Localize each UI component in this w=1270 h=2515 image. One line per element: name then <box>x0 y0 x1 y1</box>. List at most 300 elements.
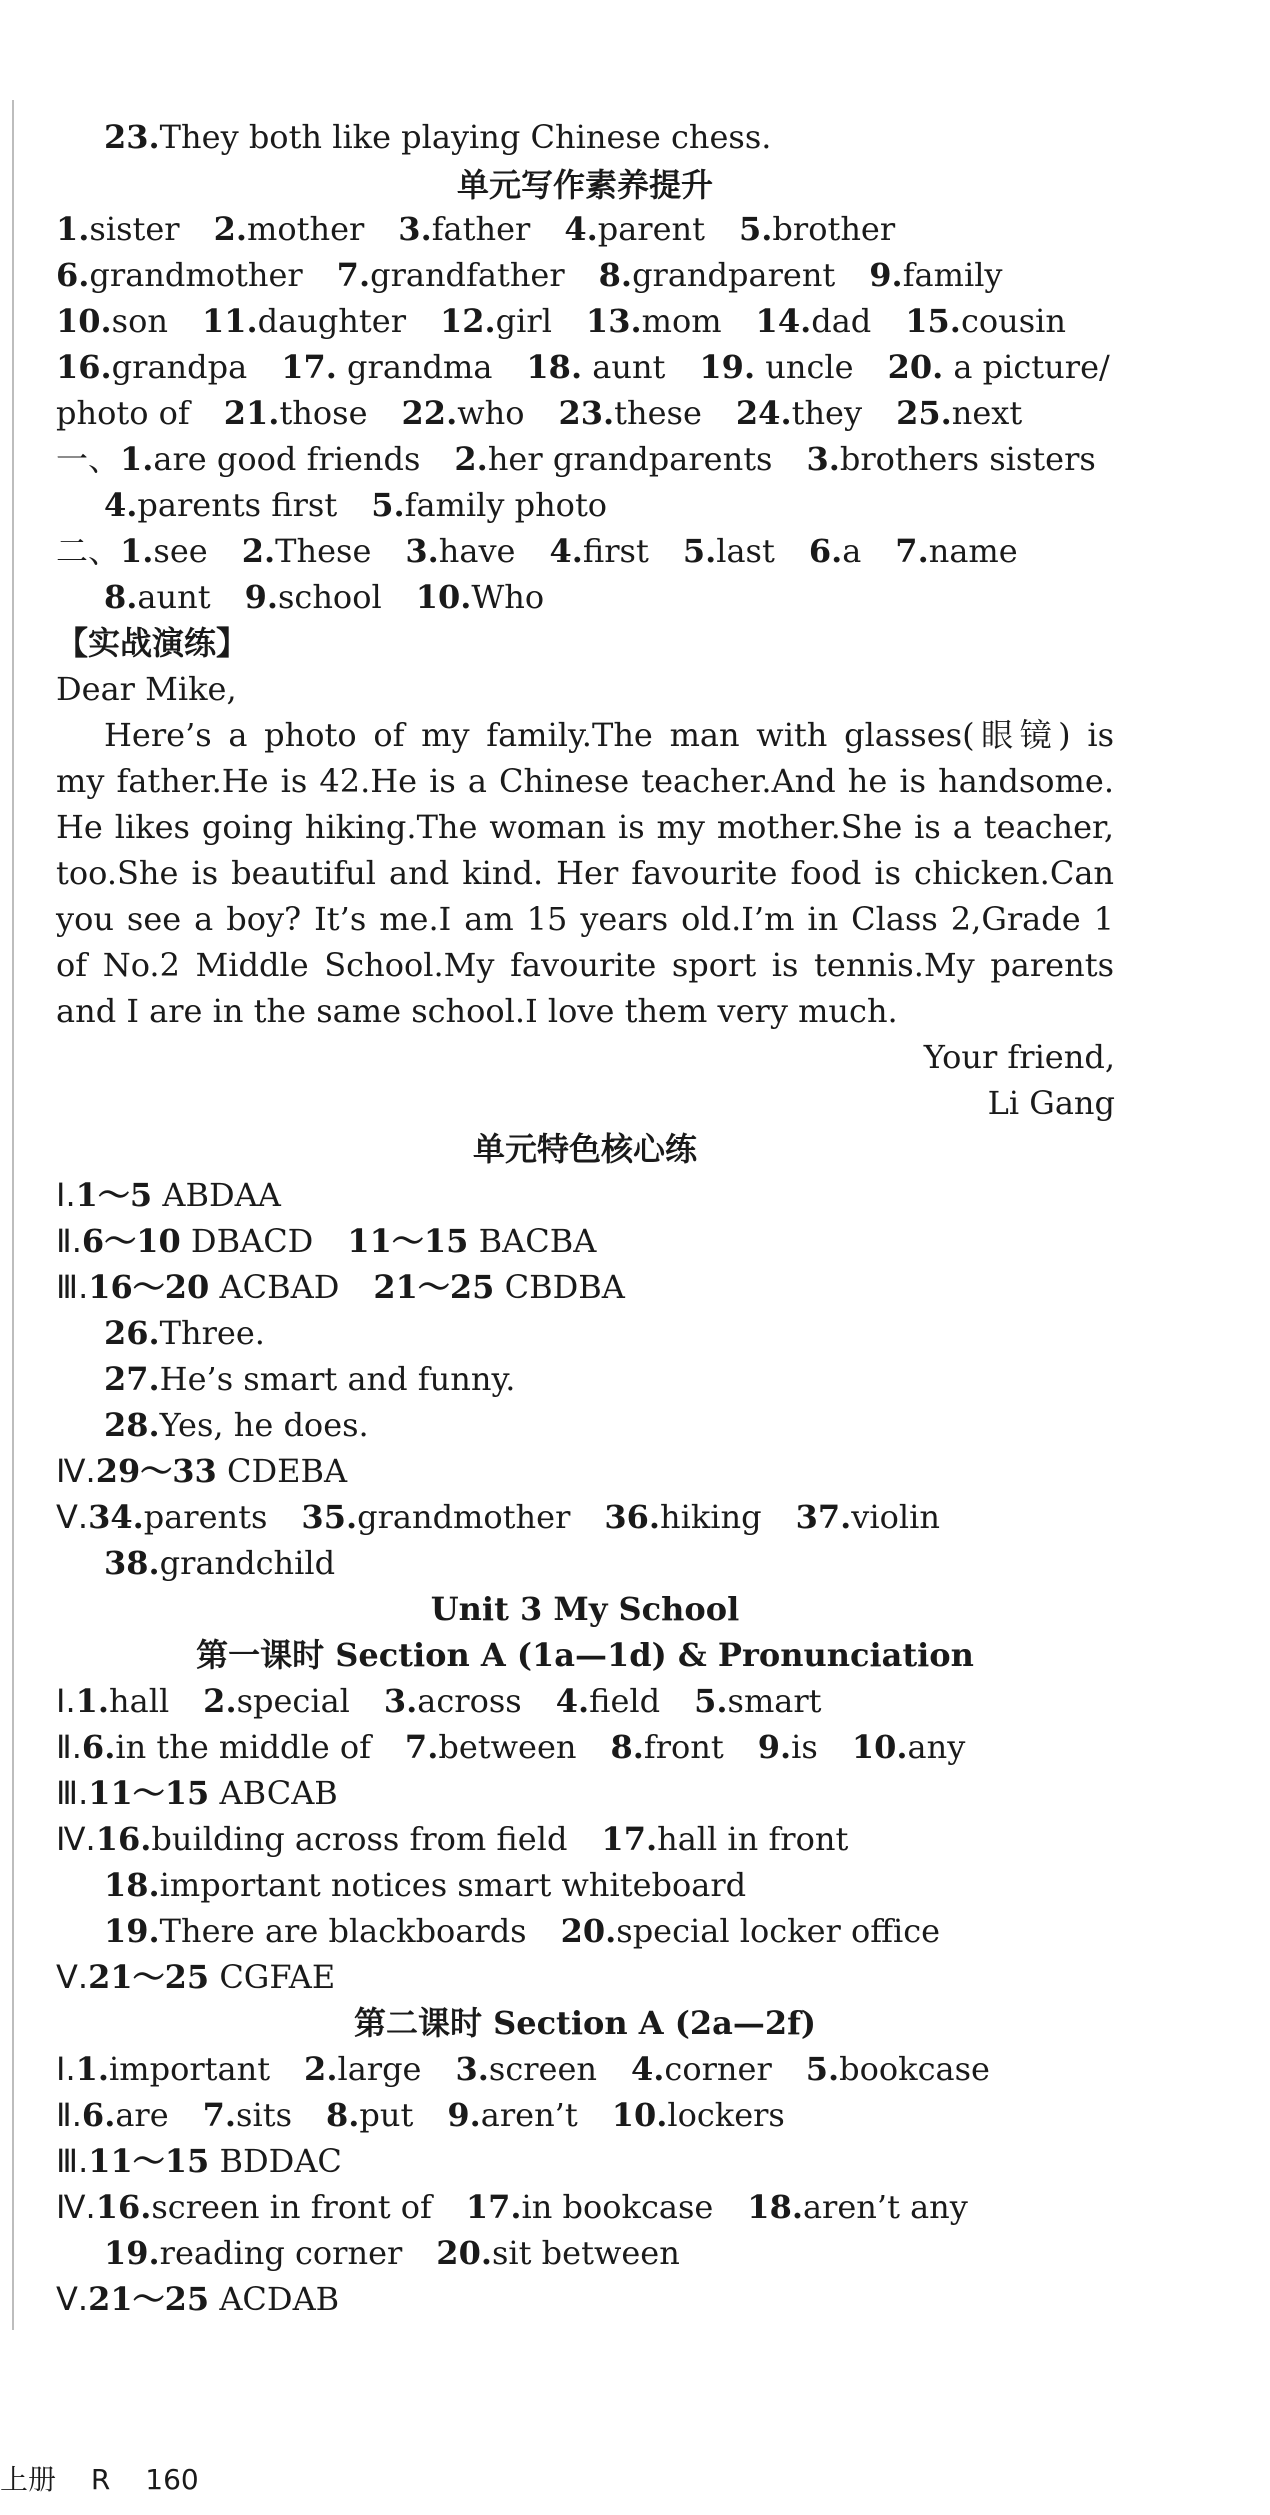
answer-item <box>88 1771 338 1815</box>
answer-number: 23. <box>558 394 615 432</box>
answer-text: a <box>842 532 862 570</box>
answer-item <box>612 2093 785 2137</box>
answer-text: violin <box>851 1498 940 1536</box>
answer-text: Yes, he does. <box>159 1406 369 1444</box>
answer-text: BDDAC <box>209 2142 342 2180</box>
answer-item <box>88 2277 339 2321</box>
answer-text: aunt <box>137 578 211 616</box>
answer-text: see <box>153 532 208 570</box>
answer-text: reading corner <box>159 2234 403 2272</box>
answer-item <box>301 1495 570 1539</box>
answer-line <box>56 299 1100 343</box>
answer-number: 20. <box>560 1912 617 1950</box>
answer-item <box>601 1817 848 1861</box>
answer-text: cousin <box>960 302 1066 340</box>
answer-text: parents <box>143 1498 268 1536</box>
answer-text: aren’t <box>480 2096 578 2134</box>
answer-item <box>347 1219 596 1263</box>
answer-text: corner <box>664 2050 772 2088</box>
answer-line <box>56 1679 856 1723</box>
answer-number: 36. <box>604 1498 661 1536</box>
answer-item <box>405 1725 577 1769</box>
answer-item <box>905 299 1066 343</box>
answer-text: ACBAD <box>209 1268 340 1306</box>
answer-text: put <box>359 2096 414 2134</box>
answer-line <box>56 1955 369 1999</box>
letter-signoff: Li Gang <box>987 1084 1115 1122</box>
answer-item <box>304 2047 421 2091</box>
answer-item <box>96 1449 347 1493</box>
answer-text: hall <box>109 1682 170 1720</box>
answer-line <box>104 1863 780 1907</box>
answer-text: school <box>277 578 382 616</box>
item-prefix: Ⅱ. <box>56 1222 82 1260</box>
answer-number: 14. <box>755 302 812 340</box>
answer-text: grandparent <box>632 256 836 294</box>
answer-number: 2. <box>241 532 276 570</box>
answer-item <box>104 1863 746 1907</box>
answer-text: hiking <box>660 1498 762 1536</box>
answer-item <box>440 299 552 343</box>
answer-item <box>326 2093 413 2137</box>
answer-line <box>56 2185 1002 2229</box>
letter-line: too.She is beautiful and kind. Her favourite food is chicken.Can <box>56 854 1114 892</box>
answer-line <box>56 437 1130 481</box>
answer-number: 16～20 <box>88 1268 210 1306</box>
answer-text: brothers sisters <box>839 440 1096 478</box>
answer-text: uncle <box>755 348 854 386</box>
answer-text: DBACD <box>180 1222 314 1260</box>
answer-text: they <box>791 394 863 432</box>
answer-text: They both like playing Chinese chess. <box>159 118 772 156</box>
answer-item <box>214 207 365 251</box>
answer-number: 29～33 <box>95 1452 217 1490</box>
answer-line <box>56 1817 882 1861</box>
answer-number: 6. <box>81 2096 116 2134</box>
answer-item <box>806 437 1095 481</box>
answer-line <box>56 1265 659 1309</box>
answer-item <box>454 437 772 481</box>
answer-item <box>556 1679 660 1723</box>
answer-number: 5. <box>682 532 717 570</box>
item-prefix: Ⅲ. <box>56 1774 89 1812</box>
answer-item <box>809 529 861 573</box>
answer-item <box>104 2231 402 2275</box>
answer-line <box>56 207 929 251</box>
answer-line <box>104 483 641 527</box>
answer-item <box>56 299 168 343</box>
answer-item <box>202 299 406 343</box>
answer-number: 1. <box>56 210 90 248</box>
answer-line <box>56 2277 373 2321</box>
section-title: 第二课时 Section A (2a—2f) <box>353 2004 817 2042</box>
answer-number: 1～5 <box>75 1176 153 1214</box>
answer-item <box>888 345 1110 389</box>
item-prefix: Ⅳ. <box>56 1820 96 1858</box>
answer-number: 7. <box>895 532 929 570</box>
answer-item <box>796 1495 940 1539</box>
answer-text: Who <box>471 578 545 616</box>
answer-number: 8. <box>610 1728 644 1766</box>
answer-item <box>76 2047 270 2091</box>
item-prefix: Ⅰ. <box>56 2050 76 2088</box>
answer-item <box>203 1679 350 1723</box>
answer-number: 3. <box>455 2050 489 2088</box>
answer-text: those <box>279 394 368 432</box>
answer-line <box>56 345 1144 389</box>
answer-item <box>56 253 303 297</box>
answer-number: 7. <box>336 256 371 294</box>
answer-number: 9. <box>244 578 278 616</box>
answer-number: 19. <box>104 1912 160 1950</box>
answer-number: 11. <box>201 302 258 340</box>
answer-text: mother <box>246 210 365 248</box>
answer-item <box>736 391 862 435</box>
answer-text: name <box>928 532 1018 570</box>
answer-number: 2. <box>454 440 488 478</box>
answer-item <box>88 1495 267 1539</box>
answer-item <box>852 1725 965 1769</box>
answer-item <box>245 575 382 619</box>
answer-line <box>104 115 805 159</box>
answer-text: grandmother <box>357 1498 571 1536</box>
answer-text: sit between <box>491 2234 680 2272</box>
answer-text: son <box>111 302 168 340</box>
answer-line <box>104 575 578 619</box>
answer-text: He’s smart and funny. <box>159 1360 516 1398</box>
letter-line: He likes going hiking.The woman is my mother.She is a teacher, <box>56 808 1114 846</box>
answer-text: are <box>115 2096 169 2134</box>
answer-item <box>76 1679 170 1723</box>
answer-text: between <box>438 1728 577 1766</box>
answer-text: family <box>902 256 1003 294</box>
answer-text: important <box>109 2050 271 2088</box>
margin-rule <box>12 100 14 2330</box>
answer-text: CBDBA <box>494 1268 625 1306</box>
answer-text: parent <box>597 210 705 248</box>
answer-number: 24. <box>735 394 792 432</box>
answer-number: 9. <box>447 2096 481 2134</box>
answer-text: front <box>643 1728 724 1766</box>
answer-text: CDEBA <box>216 1452 348 1490</box>
answer-item <box>104 1541 335 1585</box>
item-prefix: Ⅰ. <box>56 1176 76 1214</box>
answer-text: in bookcase <box>521 2188 714 2226</box>
answer-item <box>895 529 1017 573</box>
answer-text: BACBA <box>468 1222 597 1260</box>
answer-item <box>384 1679 522 1723</box>
answer-number: 3. <box>405 532 439 570</box>
answer-number: 4. <box>631 2050 665 2088</box>
answer-number: 4. <box>555 1682 590 1720</box>
answer-text: hall in front <box>657 1820 849 1858</box>
answer-text: grandma <box>336 348 493 386</box>
answer-number: 6. <box>808 532 843 570</box>
answer-number: 16. <box>95 1820 152 1858</box>
answer-text: grandchild <box>159 1544 336 1582</box>
answer-number: 3. <box>806 440 840 478</box>
answer-item <box>96 2185 432 2229</box>
item-prefix: Ⅳ. <box>56 2188 96 2226</box>
answer-text: lockers <box>667 2096 785 2134</box>
answer-text: ACDAB <box>209 2280 340 2318</box>
answer-number: 12. <box>440 302 496 340</box>
answer-item <box>104 1909 527 1953</box>
answer-item <box>604 1495 761 1539</box>
footer-edition: R <box>90 2463 111 2496</box>
answer-item <box>96 1817 568 1861</box>
answer-text: brother <box>772 210 896 248</box>
answer-text: These <box>275 532 372 570</box>
answer-text: first <box>582 532 649 570</box>
letter-signoff: Your friend, <box>923 1038 1115 1076</box>
answer-text: have <box>438 532 516 570</box>
letter-line: Dear Mike, <box>56 670 237 708</box>
answer-text: bookcase <box>839 2050 990 2088</box>
answer-text: sits <box>236 2096 292 2134</box>
answer-number: 37. <box>795 1498 852 1536</box>
answer-item <box>756 299 872 343</box>
answer-number: 3. <box>383 1682 418 1720</box>
answer-number: 4. <box>564 210 598 248</box>
answer-number: 1. <box>120 440 154 478</box>
answer-item <box>88 1955 335 1999</box>
answer-item <box>455 2047 597 2091</box>
answer-item <box>88 1265 339 1309</box>
answer-item <box>203 2093 292 2137</box>
answer-line <box>104 2231 714 2275</box>
answer-number: 6. <box>81 1728 116 1766</box>
answer-text: her grandparents <box>487 440 773 478</box>
answer-number: 17. <box>601 1820 658 1858</box>
footer-book: 上册 <box>0 2463 57 2496</box>
answer-text: CGFAE <box>209 1958 336 1996</box>
section-heading: 单元写作素养提升 <box>456 166 713 204</box>
answer-number: 7. <box>202 2096 237 2134</box>
letter-line: you see a boy? It’s me.I am 15 years old.I’m in Class 2,Grade 1 <box>56 900 1114 938</box>
answer-number: 38. <box>104 1544 160 1582</box>
answer-item <box>402 391 525 435</box>
section-title: 第一课时 Section A (1a—1d) & Pronunciation <box>196 1636 974 1674</box>
answer-item <box>82 2093 169 2137</box>
answer-number: 8. <box>598 256 633 294</box>
answer-item <box>631 2047 772 2091</box>
answer-item <box>564 207 705 251</box>
answer-number: 5. <box>694 1682 728 1720</box>
answer-number: 9. <box>757 1728 792 1766</box>
answer-line <box>56 1173 315 1217</box>
answer-item <box>806 2047 990 2091</box>
answer-number: 8. <box>104 578 138 616</box>
answer-item <box>104 575 211 619</box>
answer-number: 25. <box>896 394 952 432</box>
answer-text: field <box>589 1682 661 1720</box>
answer-number: 18. <box>104 1866 160 1904</box>
answer-number: 10. <box>851 1728 908 1766</box>
answer-text: ABCAB <box>209 1774 338 1812</box>
answer-item <box>610 1725 723 1769</box>
answer-text: important notices smart whiteboard <box>159 1866 747 1904</box>
answer-text: screen <box>488 2050 598 2088</box>
answer-line <box>56 1725 999 1769</box>
answer-number: 17. <box>281 348 337 386</box>
answer-item <box>82 1219 313 1263</box>
answer-number: 21～25 <box>88 2280 210 2318</box>
answer-item <box>739 207 895 251</box>
answer-item <box>120 437 420 481</box>
answer-number: 11～15 <box>88 2142 210 2180</box>
answer-text: sister <box>89 210 180 248</box>
answer-item <box>694 1679 821 1723</box>
answer-item <box>56 391 190 435</box>
answer-line <box>104 1909 974 1953</box>
answer-text: daughter <box>257 302 406 340</box>
letter-line: of No.2 Middle School.My favourite sport is tennis.My parents <box>56 946 1114 984</box>
answer-item <box>549 529 648 573</box>
answer-text: parents first <box>137 486 338 524</box>
answer-item <box>373 1265 625 1309</box>
answer-number: 10. <box>611 2096 668 2134</box>
practice-heading: 【实战演练】 <box>56 624 249 662</box>
answer-item <box>599 253 836 297</box>
answer-number: 34. <box>88 1498 144 1536</box>
answer-item <box>466 2185 713 2229</box>
answer-item <box>337 253 565 297</box>
answer-number: 2. <box>203 1682 237 1720</box>
answer-number: 11～15 <box>88 1774 210 1812</box>
answer-text: in the middle of <box>115 1728 371 1766</box>
answer-text: screen in front of <box>151 2188 432 2226</box>
answer-number: 10. <box>56 302 112 340</box>
answer-number: 5. <box>805 2050 840 2088</box>
answer-number: 13. <box>585 302 642 340</box>
answer-number: 8. <box>325 2096 360 2134</box>
answer-text: special <box>236 1682 350 1720</box>
answer-line <box>56 1219 630 1263</box>
answer-item <box>869 253 1002 297</box>
letter-line: Here’s a photo of my family.The man with glasses(眼镜) is <box>104 716 1114 754</box>
answer-text: these <box>614 394 702 432</box>
answer-number: 9. <box>869 256 903 294</box>
answer-number: 17. <box>465 2188 522 2226</box>
answer-line <box>104 1403 403 1447</box>
answer-number: 18. <box>526 348 583 386</box>
answer-text: aren’t any <box>802 2188 968 2226</box>
answer-item <box>104 1311 265 1355</box>
answer-text: smart <box>727 1682 822 1720</box>
answer-text: grandfather <box>370 256 565 294</box>
answer-item <box>683 529 775 573</box>
answer-line <box>56 391 1056 435</box>
answer-text: father <box>431 210 531 248</box>
item-prefix: Ⅲ. <box>56 2142 89 2180</box>
answer-number: 18. <box>747 2188 803 2226</box>
unit-title: Unit 3 My School <box>430 1590 740 1628</box>
answer-text: are good friends <box>153 440 421 478</box>
answer-number: 21～25 <box>373 1268 495 1306</box>
footer-page-number: 160 <box>145 2463 199 2496</box>
answer-item <box>120 529 208 573</box>
letter-line: my father.He is 42.He is a Chinese teacher.And he is handsome. <box>56 762 1114 800</box>
answer-item <box>699 345 853 389</box>
answer-line <box>56 1449 381 1493</box>
answer-number: 19. <box>699 348 756 386</box>
answer-number: 20. <box>436 2234 492 2272</box>
answer-text: There are blackboards <box>159 1912 527 1950</box>
answer-text: dad <box>811 302 872 340</box>
answer-number: 22. <box>401 394 458 432</box>
answer-item <box>405 529 515 573</box>
item-prefix: Ⅴ. <box>56 1498 89 1536</box>
answer-number: 1. <box>120 532 154 570</box>
answer-text: Three. <box>159 1314 265 1352</box>
answer-line <box>56 2139 376 2183</box>
answer-item <box>436 2231 680 2275</box>
answer-number: 6. <box>56 256 90 294</box>
item-prefix: 一、 <box>56 440 121 478</box>
answer-number: 1. <box>75 1682 110 1720</box>
answer-text: ABDAA <box>152 1176 281 1214</box>
answer-number: 2. <box>213 210 247 248</box>
answer-item <box>896 391 1022 435</box>
answer-item <box>758 1725 818 1769</box>
item-prefix: Ⅰ. <box>56 1682 76 1720</box>
answer-text: last <box>716 532 775 570</box>
answer-item <box>561 1909 940 1953</box>
answer-item <box>88 2139 342 2183</box>
answer-text: large <box>337 2050 422 2088</box>
answer-item <box>747 2185 968 2229</box>
answer-item <box>56 207 180 251</box>
answer-item <box>76 1173 281 1217</box>
answer-number: 1. <box>75 2050 110 2088</box>
answer-number: 3. <box>398 210 432 248</box>
answer-number: 21. <box>223 394 280 432</box>
answer-number: 6～10 <box>81 1222 181 1260</box>
answer-number: 16. <box>56 348 112 386</box>
answer-text: grandpa <box>111 348 248 386</box>
answer-number: 19. <box>104 2234 160 2272</box>
answer-text: aunt <box>582 348 666 386</box>
answer-text: mom <box>641 302 722 340</box>
page-footer <box>0 2460 225 2500</box>
answer-number: 15. <box>905 302 961 340</box>
answer-line <box>56 2093 819 2137</box>
answer-line <box>56 2047 1024 2091</box>
answer-item <box>82 1725 371 1769</box>
answer-item <box>242 529 372 573</box>
answer-item <box>371 483 607 527</box>
answer-number: 35. <box>301 1498 358 1536</box>
answer-number: 28. <box>104 1406 160 1444</box>
answer-number: 2. <box>304 2050 338 2088</box>
answer-number: 11～15 <box>347 1222 469 1260</box>
answer-line <box>104 1311 299 1355</box>
answer-line <box>56 1495 974 1539</box>
answer-number: 5. <box>739 210 773 248</box>
item-prefix: Ⅱ. <box>56 2096 82 2134</box>
item-prefix: 二、 <box>56 532 121 570</box>
answer-number: 16. <box>95 2188 152 2226</box>
section-heading: 单元特色核心练 <box>472 1130 697 1168</box>
answer-item <box>56 345 247 389</box>
answer-number: 23. <box>104 118 160 156</box>
item-prefix: Ⅴ. <box>56 1958 89 1996</box>
answer-number: 4. <box>549 532 583 570</box>
answer-item <box>586 299 722 343</box>
answer-text: special locker office <box>616 1912 941 1950</box>
answer-text: who <box>457 394 525 432</box>
